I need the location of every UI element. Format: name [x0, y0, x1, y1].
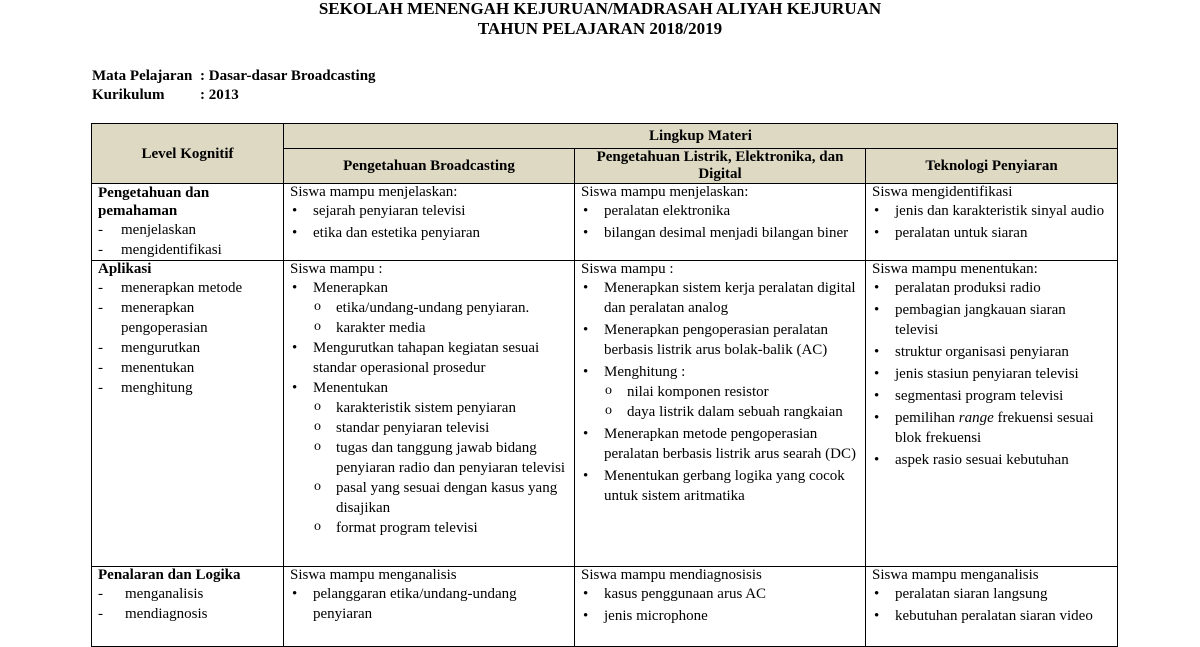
- level-list: [98, 220, 277, 260]
- group-label: Menghitung :: [604, 364, 686, 380]
- group-label: Menentukan: [313, 380, 388, 396]
- list-item: • Menerapkan pengoperasian peralatan berbasis listrik arus bolak-balik (AC): [581, 320, 859, 360]
- cell-intro: Siswa mampu menjelaskan:: [581, 184, 749, 200]
- cell-intro: Siswa mampu :: [290, 261, 383, 277]
- level-list: [98, 278, 277, 398]
- list-item: • kasus penggunaan arus AC: [581, 584, 859, 604]
- subject-line: [92, 67, 376, 85]
- list-item: • pelanggaran etika/undang-undang penyiaran: [290, 584, 568, 624]
- list-item: • aspek rasio sesuai kebutuhan: [872, 450, 1111, 470]
- list-item: - menerapkan metode: [98, 278, 277, 298]
- list-item: - menjelaskan: [98, 220, 277, 240]
- cell-intro: Siswa mengidentifikasi: [872, 184, 1013, 200]
- list-item: • jenis stasiun penyiaran televisi: [872, 364, 1111, 384]
- list-item: [290, 278, 568, 338]
- header-listrik-elektronika-digital: Pengetahuan Listrik, Elektronika, dan Digital: [575, 149, 866, 184]
- list-item: • pembagian jangkauan siaran televisi: [872, 300, 1111, 340]
- listrik-cell: [575, 184, 866, 261]
- cell-list: [290, 584, 568, 624]
- sub-list: [604, 382, 859, 422]
- header-pengetahuan-broadcasting: Pengetahuan Broadcasting: [284, 149, 575, 184]
- list-item: • Mengurutkan tahapan kegiatan sesuai standar operasional prosedur: [290, 338, 568, 378]
- cell-intro: Siswa mampu :: [581, 261, 674, 277]
- list-item: • Menentukan gerbang logika yang cocok untuk sistem aritmatika: [581, 466, 859, 506]
- cell-intro: Siswa mampu menganalisis: [872, 567, 1039, 583]
- list-item: [581, 362, 859, 422]
- level-cell: [92, 261, 284, 567]
- level-list: [98, 584, 277, 624]
- list-item: • bilangan desimal menjadi bilangan biner: [581, 223, 859, 243]
- document-title-line1: SEKOLAH MENENGAH KEJURUAN/MADRASAH ALIYAH KEJURUAN: [318, 0, 882, 18]
- cell-intro: Siswa mampu menentukan:: [872, 261, 1038, 277]
- document-title-line2: TAHUN PELAJARAN 2018/2019: [477, 19, 723, 38]
- curriculum-key: Kurikulum: [92, 87, 165, 103]
- level-cell: [92, 184, 284, 261]
- table-row: [92, 567, 1118, 647]
- header-lingkup-materi: Lingkup Materi: [284, 124, 1118, 149]
- cell-intro: Siswa mampu mendiagnosisis: [581, 567, 762, 583]
- subject-value: : Dasar-dasar Broadcasting: [200, 68, 376, 84]
- list-item: - mengidentifikasi: [98, 240, 277, 260]
- list-item: • Menerapkan metode pengoperasian peralatan berbasis listrik arus searah (DC): [581, 424, 859, 464]
- range-prefix: pemilihan: [895, 410, 959, 426]
- listrik-cell: [575, 567, 866, 647]
- level-title: Pengetahuan dan pemahaman: [98, 185, 210, 219]
- cell-list: [581, 201, 859, 243]
- list-item: [872, 408, 1111, 448]
- broadcasting-cell: [284, 184, 575, 261]
- level-title: Penalaran dan Logika: [98, 567, 241, 583]
- list-item: - menganalisis: [98, 584, 277, 604]
- level-cell: [92, 567, 284, 647]
- cell-list: [290, 201, 568, 243]
- list-item: • jenis microphone: [581, 606, 859, 626]
- cell-list: [581, 584, 859, 626]
- header-teknologi-penyiaran: Teknologi Penyiaran: [866, 149, 1118, 184]
- list-item: [290, 378, 568, 538]
- list-item: - mengurutkan: [98, 338, 277, 358]
- sub-list-item: o tugas dan tanggung jawab bidang penyiaran radio dan penyiaran televisi: [313, 438, 568, 478]
- cell-intro: Siswa mampu menjelaskan:: [290, 184, 458, 200]
- subject-key: Mata Pelajaran: [92, 68, 193, 84]
- cell-list: [872, 584, 1111, 626]
- cell-list: [290, 278, 568, 538]
- list-item: • peralatan siaran langsung: [872, 584, 1111, 604]
- list-item: • struktur organisasi penyiaran: [872, 342, 1111, 362]
- sub-list-item: o daya listrik dalam sebuah rangkaian: [604, 402, 859, 422]
- list-item: • kebutuhan peralatan siaran video: [872, 606, 1111, 626]
- curriculum-line: [92, 86, 239, 104]
- cell-list: [872, 201, 1111, 243]
- broadcasting-cell: [284, 567, 575, 647]
- list-item: • peralatan elektronika: [581, 201, 859, 221]
- cell-list: [872, 278, 1111, 470]
- sub-list-item: o karakteristik sistem penyiaran: [313, 398, 568, 418]
- level-title: Aplikasi: [98, 261, 152, 277]
- range-suffix: frekuensi sesuai blok frekuensi: [895, 410, 1094, 446]
- list-item: • jenis dan karakteristik sinyal audio: [872, 201, 1111, 221]
- header-row-1: [92, 124, 1118, 149]
- sub-list-item: o karakter media: [313, 318, 568, 338]
- sub-list: [313, 298, 568, 338]
- sub-list-item: o nilai komponen resistor: [604, 382, 859, 402]
- list-item: • Menerapkan sistem kerja peralatan digital dan peralatan analog: [581, 278, 859, 318]
- sub-list-item: o format program televisi: [313, 518, 568, 538]
- curriculum-table: [91, 123, 1118, 647]
- table-row: [92, 261, 1118, 567]
- table-row: [92, 184, 1118, 261]
- sub-list-item: o standar penyiaran televisi: [313, 418, 568, 438]
- list-item: - menentukan: [98, 358, 277, 378]
- sub-list: [313, 398, 568, 538]
- list-item: - menerapkan pengoperasian: [98, 298, 277, 338]
- curriculum-value: : 2013: [200, 87, 239, 103]
- list-item: - menghitung: [98, 378, 277, 398]
- list-item: • segmentasi program televisi: [872, 386, 1111, 406]
- list-item: • sejarah penyiaran televisi: [290, 201, 568, 221]
- teknologi-cell: [866, 261, 1118, 567]
- teknologi-cell: [866, 567, 1118, 647]
- cell-list: [581, 278, 859, 506]
- sub-list-item: o etika/undang-undang penyiaran.: [313, 298, 568, 318]
- header-level-kognitif: Level Kognitif: [92, 124, 284, 184]
- list-item: - mendiagnosis: [98, 604, 277, 624]
- range-emphasis: range: [958, 410, 994, 426]
- listrik-cell: [575, 261, 866, 567]
- broadcasting-cell: [284, 261, 575, 567]
- group-label: Menerapkan: [313, 280, 388, 296]
- teknologi-cell: [866, 184, 1118, 261]
- cell-intro: Siswa mampu menganalisis: [290, 567, 457, 583]
- list-item: • peralatan untuk siaran: [872, 223, 1111, 243]
- sub-list-item: o pasal yang sesuai dengan kasus yang disajikan: [313, 478, 568, 518]
- list-item: • peralatan produksi radio: [872, 278, 1111, 298]
- list-item: • etika dan estetika penyiaran: [290, 223, 568, 243]
